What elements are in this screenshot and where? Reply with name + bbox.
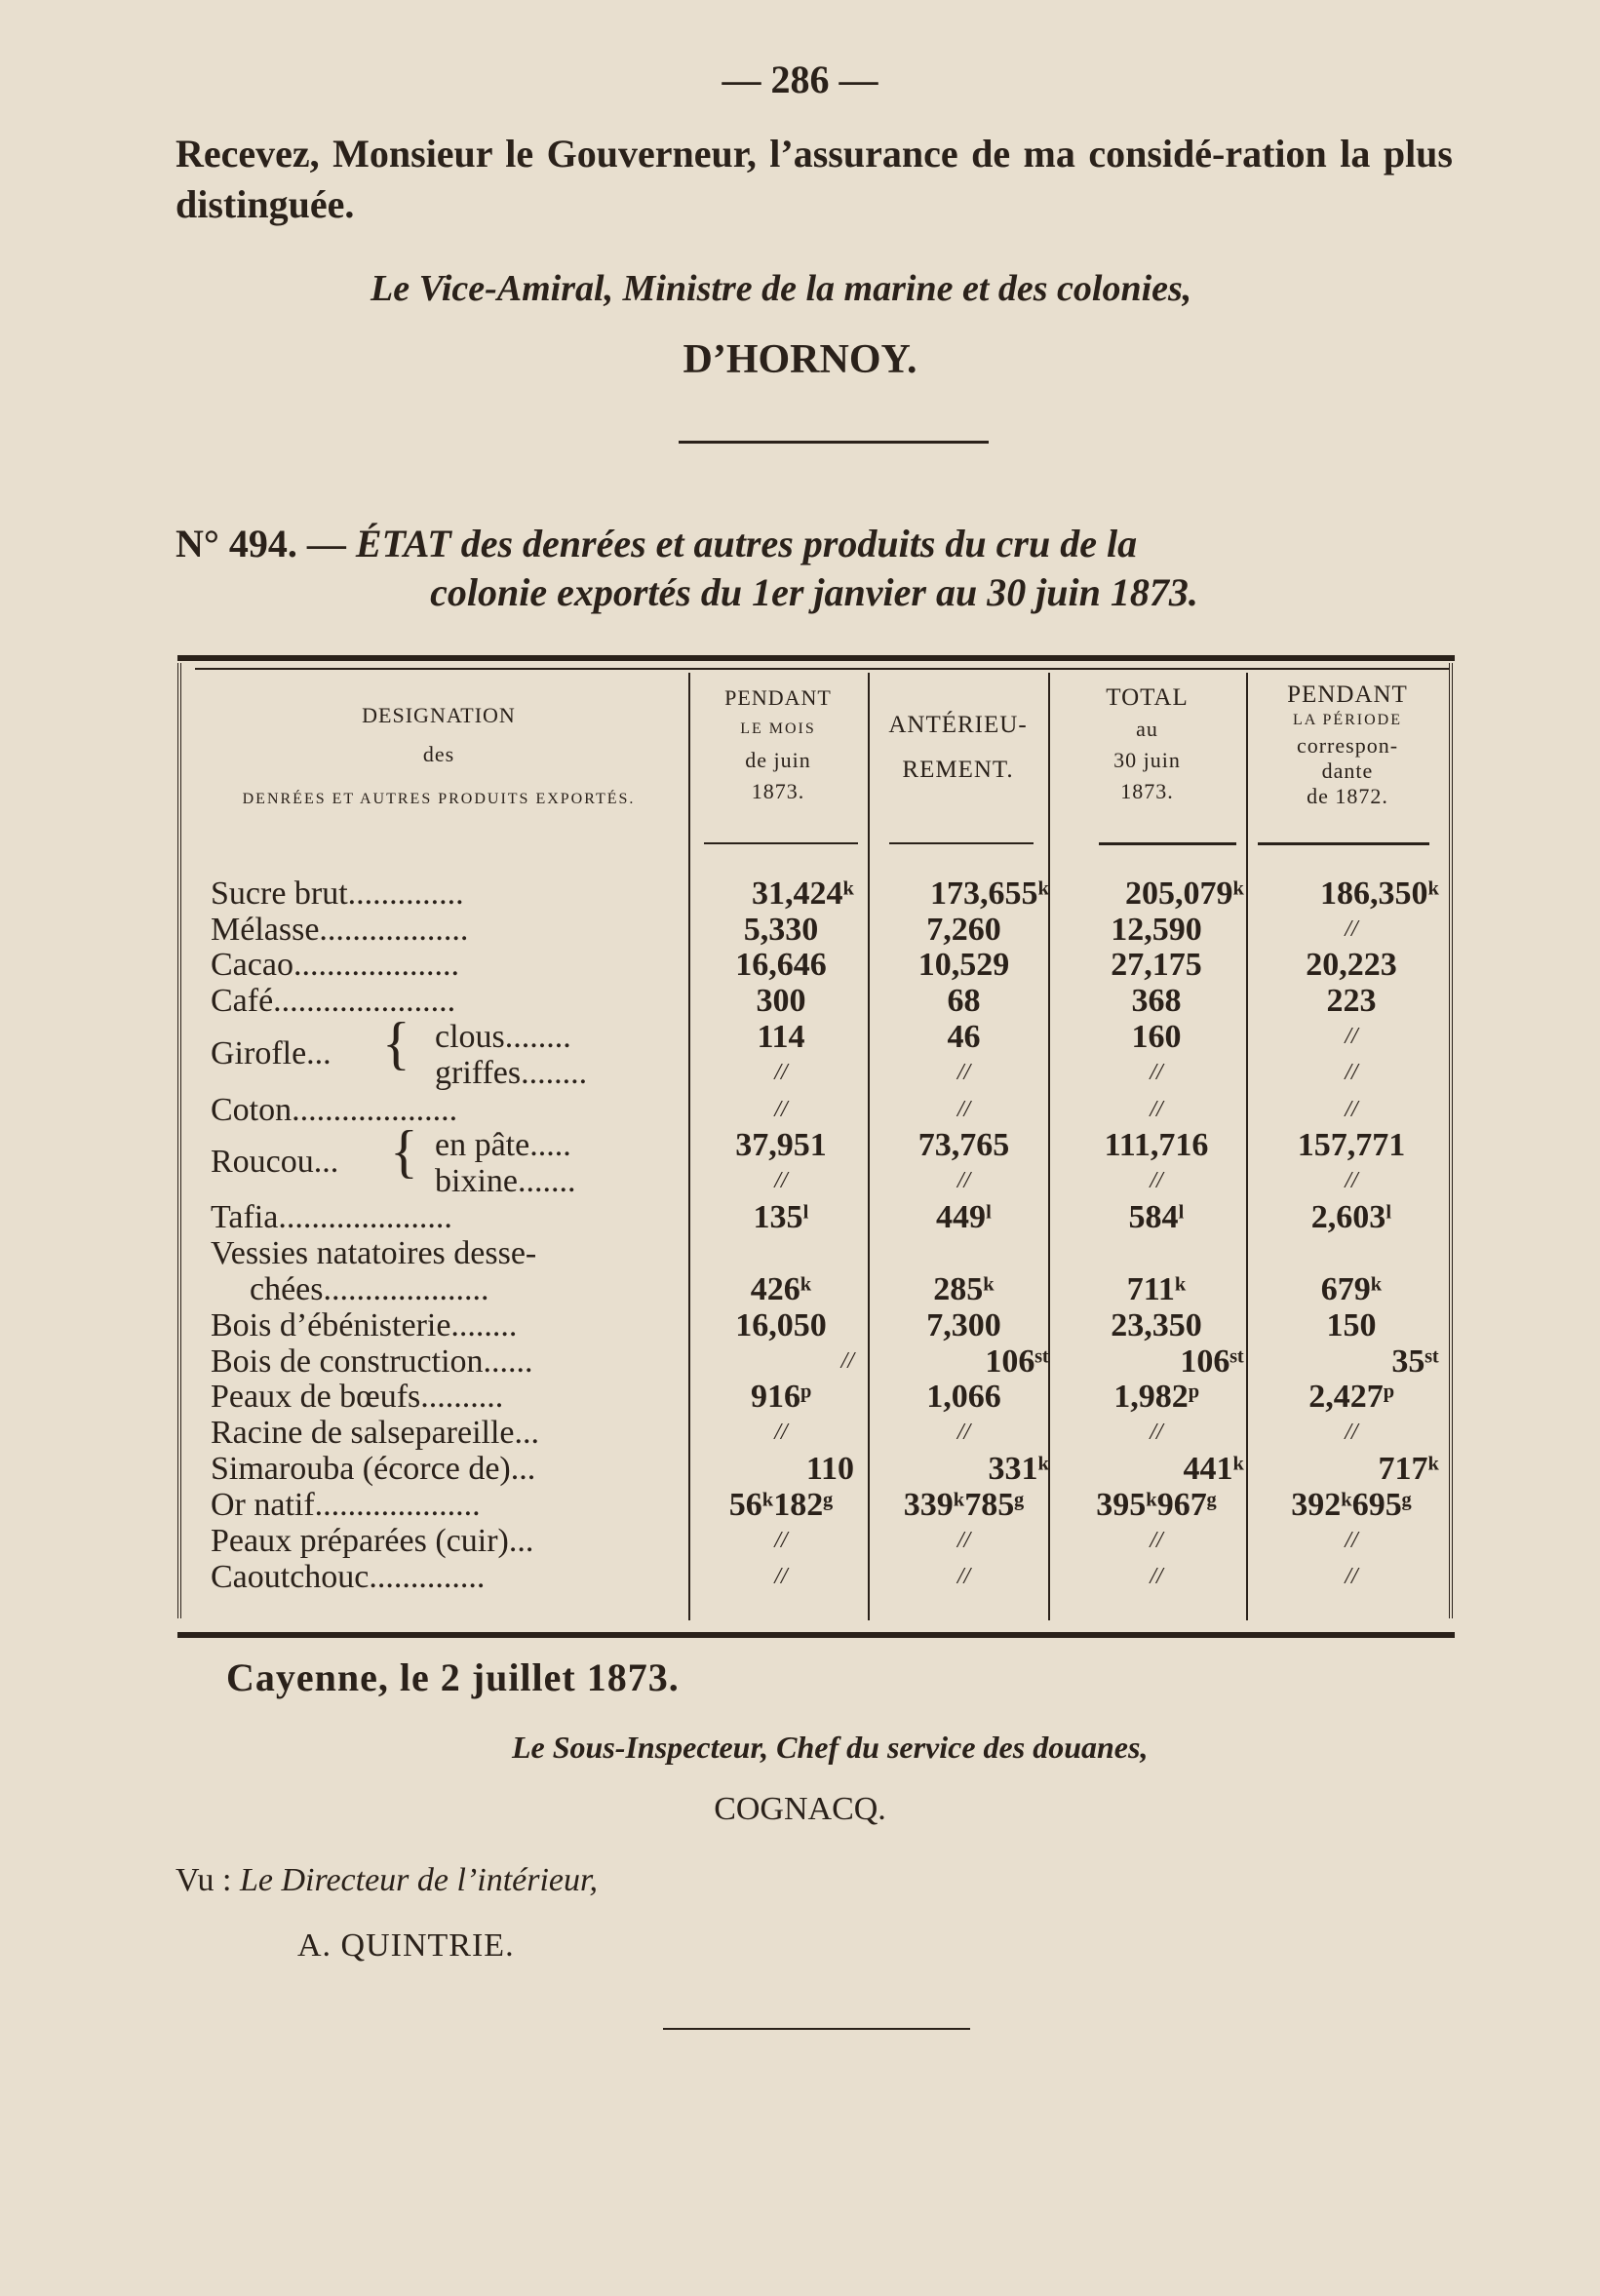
cell-col2: 449ˡ xyxy=(935,1199,993,1235)
cell-col3: 711ᵏ xyxy=(1126,1271,1187,1307)
cell-col2: 1,066 xyxy=(926,1379,1001,1415)
row-label: clous........ xyxy=(435,1019,571,1055)
header-designation-line: DENRÉES ET AUTRES PRODUITS EXPORTÉS. xyxy=(242,791,636,807)
cell-col4: 392ᵏ695ᵍ xyxy=(1291,1487,1412,1523)
row-label: Cacao.................... xyxy=(211,947,459,983)
row-label: Or natif.................... xyxy=(211,1487,481,1523)
cell-col4: // xyxy=(1345,1024,1358,1049)
cell-col1: // xyxy=(774,1528,788,1553)
cell-col1: 56ᵏ182ᵍ xyxy=(728,1487,834,1523)
row-label: Sucre brut.............. xyxy=(211,876,464,912)
cell-col3: 12,590 xyxy=(1111,912,1202,948)
signatory-name: D’HORNOY. xyxy=(683,337,917,382)
table-row xyxy=(211,912,1449,948)
cell-col2: 285ᵏ xyxy=(933,1271,995,1307)
cell-col1: 916ᵖ xyxy=(750,1379,812,1415)
cell-col2: 73,765 xyxy=(917,1127,1010,1163)
table-row xyxy=(211,1127,1449,1163)
cell-col3: // xyxy=(1150,1168,1163,1193)
header-col1-line: 1873. xyxy=(751,779,805,803)
cell-col1: // xyxy=(774,1564,788,1589)
cell-col4: 186,350ᵏ xyxy=(1320,876,1439,912)
table-row xyxy=(211,1343,1449,1380)
header-col1-line: de juin xyxy=(745,748,811,772)
vu-word: Vu : xyxy=(176,1862,232,1898)
table-row xyxy=(211,1271,1449,1307)
header-col2-line: ANTÉRIEU- xyxy=(888,712,1028,738)
cell-col4: // xyxy=(1345,1060,1358,1085)
cell-col3: 111,716 xyxy=(1104,1127,1209,1163)
cell-col2: 106ˢᵗ xyxy=(985,1343,1049,1380)
cell-col2: // xyxy=(956,1168,971,1193)
cell-col2: // xyxy=(956,1420,971,1445)
cell-col4: // xyxy=(1345,916,1358,942)
cell-col2: 173,655ᵏ xyxy=(930,876,1049,912)
separator-rule xyxy=(679,441,989,444)
page-number: — 286 — xyxy=(722,58,878,101)
closing-rule xyxy=(663,2028,970,2030)
table-row xyxy=(211,1523,1449,1559)
cell-col1: 16,050 xyxy=(735,1307,827,1343)
cell-col3: 205,079ᵏ xyxy=(1125,876,1244,912)
cell-col3: 1,982ᵖ xyxy=(1113,1379,1199,1415)
cell-col2: // xyxy=(956,1564,971,1589)
header-underline xyxy=(1099,842,1236,845)
table-row xyxy=(211,1307,1449,1343)
cell-col4: 157,771 xyxy=(1297,1127,1406,1163)
table-row xyxy=(211,1092,1449,1128)
cell-col1: 37,951 xyxy=(735,1127,827,1163)
cell-col1: 300 xyxy=(756,983,806,1019)
cell-col4: 679ᵏ xyxy=(1320,1271,1383,1307)
cell-col1: // xyxy=(774,1168,788,1193)
row-label: Simarouba (écorce de)... xyxy=(211,1451,536,1487)
row-label: Café...................... xyxy=(211,983,456,1019)
directeur-name: A. QUINTRIE. xyxy=(297,1927,515,1964)
header-col4-line: dante xyxy=(1321,759,1374,783)
closing-formula: Recevez, Monsieur le Gouverneur, l’assurance de ma considé-ration la plus distinguée. xyxy=(176,132,1453,226)
row-label: Caoutchouc.............. xyxy=(211,1559,486,1595)
header-underline xyxy=(1258,842,1429,845)
table-row xyxy=(211,1199,1449,1235)
header-col4-line: PENDANT xyxy=(1287,681,1408,708)
row-label: Mélasse.................. xyxy=(211,912,469,948)
cell-col3: 106ˢᵗ xyxy=(1180,1343,1244,1380)
table-row xyxy=(211,983,1449,1019)
cell-col2: 339ᵏ785ᵍ xyxy=(903,1487,1025,1523)
cell-col4: 223 xyxy=(1326,983,1377,1019)
cell-col3: 368 xyxy=(1131,983,1182,1019)
cell-col3: 160 xyxy=(1131,1019,1182,1055)
row-label: Racine de salsepareille... xyxy=(211,1415,540,1451)
cell-col3: // xyxy=(1150,1528,1163,1553)
cell-col3: // xyxy=(1150,1060,1163,1085)
cell-col2: 68 xyxy=(947,983,981,1019)
table-row xyxy=(211,876,1449,912)
cell-col3: // xyxy=(1150,1420,1163,1445)
cell-col2: // xyxy=(956,1060,971,1085)
cell-col4: // xyxy=(1345,1168,1358,1193)
document-title-line2: colonie exportés du 1er janvier au 30 juin 1873. xyxy=(430,570,1198,614)
row-label: Vessies natatoires desse- xyxy=(211,1235,537,1271)
sous-inspecteur-name: COGNACQ. xyxy=(714,1791,886,1827)
group-label-girofle: Girofle... xyxy=(211,1035,332,1071)
cell-col1: // xyxy=(774,1060,788,1085)
cell-col4: 2,427ᵖ xyxy=(1308,1379,1394,1415)
group-label-roucou: Roucou... xyxy=(211,1144,339,1180)
header-col3-line: TOTAL xyxy=(1106,684,1189,711)
table-row xyxy=(211,1379,1449,1415)
cell-col2: 7,300 xyxy=(926,1307,1001,1343)
header-top-rule xyxy=(195,668,1449,670)
cell-col3: 27,175 xyxy=(1111,947,1202,983)
row-label: chées.................... xyxy=(250,1271,489,1307)
cell-col3: 584ˡ xyxy=(1128,1199,1185,1235)
cell-col1: 426ᵏ xyxy=(750,1271,812,1307)
cell-col4: // xyxy=(1345,1420,1358,1445)
row-label: Peaux de bœufs.......... xyxy=(211,1379,504,1415)
cell-col1: 16,646 xyxy=(735,947,827,983)
header-col4-line: de 1872. xyxy=(1307,784,1388,808)
cell-col2: 7,260 xyxy=(926,912,1001,948)
cell-col4: // xyxy=(1345,1097,1358,1122)
cell-col4: 2,603ˡ xyxy=(1310,1199,1392,1235)
document-number: N° 494. — xyxy=(176,522,346,565)
table-row xyxy=(211,1019,1449,1055)
directeur-title: Le Directeur de l’intérieur, xyxy=(239,1862,598,1898)
row-label: bixine....... xyxy=(435,1163,576,1199)
table-row xyxy=(211,1055,1449,1091)
vu-line xyxy=(176,1862,598,1899)
table-row xyxy=(211,1559,1449,1595)
row-label: Bois de construction...... xyxy=(211,1343,533,1380)
cell-col3: // xyxy=(1150,1097,1163,1122)
header-col4-line: correspon- xyxy=(1296,733,1399,758)
cell-col4: 20,223 xyxy=(1306,947,1397,983)
header-underline xyxy=(704,842,858,844)
cell-col1: 114 xyxy=(757,1019,805,1055)
header-col1-line: PENDANT xyxy=(724,685,832,710)
header-col3-line: 1873. xyxy=(1120,779,1174,803)
table-row xyxy=(211,1163,1449,1199)
row-label: Bois d’ébénisterie........ xyxy=(211,1307,518,1343)
header-underline xyxy=(889,842,1034,844)
table-border-left xyxy=(177,663,181,1618)
cell-col4: // xyxy=(1345,1564,1358,1589)
header-col4 xyxy=(1246,682,1449,809)
cell-col1: 31,424ᵏ xyxy=(752,876,854,912)
header-col2 xyxy=(868,710,1048,786)
table-row xyxy=(211,1487,1449,1523)
cell-col2: // xyxy=(956,1528,971,1553)
header-col1 xyxy=(688,682,868,807)
cell-col4: 150 xyxy=(1326,1307,1377,1343)
row-label: griffes........ xyxy=(435,1055,588,1091)
table-row xyxy=(211,947,1449,983)
row-label: en pâte..... xyxy=(435,1127,571,1163)
cell-col2: 46 xyxy=(947,1019,981,1055)
brace-glyph: { xyxy=(382,1011,410,1075)
cell-col2: // xyxy=(956,1097,971,1122)
place-and-date: Cayenne, le 2 juillet 1873. xyxy=(226,1655,680,1699)
cell-col2: 10,529 xyxy=(917,947,1010,983)
sous-inspecteur-title: Le Sous-Inspecteur, Chef du service des douanes, xyxy=(512,1730,1149,1765)
cell-col1: // xyxy=(840,1348,854,1374)
cell-col2: 331ᵏ xyxy=(988,1451,1049,1487)
brace-glyph: { xyxy=(390,1119,418,1184)
document-heading xyxy=(176,520,1453,617)
cell-col1: 110 xyxy=(805,1451,854,1487)
cell-col4: // xyxy=(1345,1528,1358,1553)
header-designation-line: DESIGNATION xyxy=(362,703,516,727)
cell-col3: 23,350 xyxy=(1111,1307,1202,1343)
header-col2-line: REMENT. xyxy=(902,757,1014,783)
header-designation-line: des xyxy=(422,742,455,766)
table-border-right xyxy=(1449,663,1453,1618)
row-label: Tafia..................... xyxy=(211,1199,452,1235)
header-col3-line: au xyxy=(1136,717,1158,741)
cell-col3: // xyxy=(1150,1564,1163,1589)
cell-col4: 35ˢᵗ xyxy=(1391,1343,1439,1380)
row-label: Coton.................... xyxy=(211,1092,458,1128)
header-col1-line: LE MOIS xyxy=(740,720,816,737)
header-col3-line: 30 juin xyxy=(1113,748,1181,772)
header-designation xyxy=(195,700,683,815)
header-col3 xyxy=(1048,682,1246,807)
cell-col1: 5,330 xyxy=(743,912,819,948)
document-title-line1: ÉTAT des denrées et autres produits du cru de la xyxy=(355,522,1138,565)
header-col4-line: LA PÉRIODE xyxy=(1293,712,1402,728)
cell-col1: 135ˡ xyxy=(753,1199,809,1235)
cell-col4: 717ᵏ xyxy=(1378,1451,1439,1487)
table-row xyxy=(211,1451,1449,1487)
table-row xyxy=(211,1415,1449,1451)
cell-col1: // xyxy=(774,1097,788,1122)
table-row xyxy=(211,1235,1449,1271)
signatory-title: Le Vice-Amiral, Ministre de la marine et des colonies, xyxy=(371,268,1192,309)
cell-col3: 395ᵏ967ᵍ xyxy=(1096,1487,1217,1523)
row-label: Peaux préparées (cuir)... xyxy=(211,1523,534,1559)
cell-col1: // xyxy=(774,1420,788,1445)
cell-col3: 441ᵏ xyxy=(1183,1451,1244,1487)
